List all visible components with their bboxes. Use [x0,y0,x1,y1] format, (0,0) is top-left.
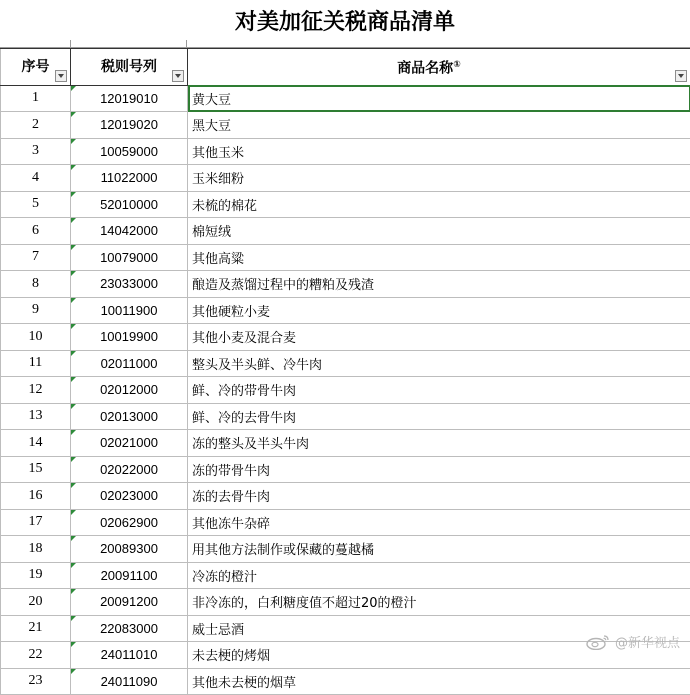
table-row[interactable] [1,668,690,695]
watermark [585,632,680,651]
row-index-cell[interactable]: 4 [1,165,71,192]
row-name-cell[interactable]: 其他玉米 [188,138,690,165]
row-code-cell[interactable]: 02011000 [71,350,188,377]
weibo-logo-icon [585,634,611,650]
spacer-cell [70,40,187,47]
column-header-label-wrap [188,49,690,85]
row-index-cell[interactable]: 15 [1,456,71,483]
row-index-cell[interactable]: 6 [1,218,71,245]
table-row[interactable] [1,324,690,351]
row-code-cell[interactable]: 02013000 [71,403,188,430]
row-code-cell[interactable]: 22083000 [71,615,188,642]
row-index-cell[interactable]: 5 [1,191,71,218]
row-code-cell[interactable]: 02062900 [71,509,188,536]
table-row[interactable] [1,377,690,404]
table-row[interactable] [1,165,690,192]
row-code-cell[interactable]: 24011010 [71,642,188,669]
footnote-marker: ① [453,60,461,70]
table-row[interactable] [1,403,690,430]
table-row[interactable] [1,112,690,139]
row-code-cell[interactable]: 02021000 [71,430,188,457]
row-name-cell[interactable]: 冻的去骨牛肉 [188,483,690,510]
row-index-cell[interactable]: 16 [1,483,71,510]
row-name-cell[interactable]: 威士忌酒 [188,615,690,642]
row-name-cell[interactable]: 冻的带骨牛肉 [188,456,690,483]
row-name-cell[interactable]: 鲜、冷的去骨牛肉 [188,403,690,430]
table-row[interactable] [1,509,690,536]
row-name-cell[interactable]: 整头及半头鲜、冷牛肉 [188,350,690,377]
table-row[interactable] [1,456,690,483]
row-index-cell[interactable]: 8 [1,271,71,298]
row-index-cell[interactable]: 22 [1,642,71,669]
table-row[interactable] [1,350,690,377]
row-code-cell[interactable]: 10011900 [71,297,188,324]
row-name-cell[interactable]: 黄大豆 [188,85,690,112]
row-index-cell[interactable]: 12 [1,377,71,404]
row-code-cell[interactable]: 23033000 [71,271,188,298]
row-code-cell[interactable]: 02022000 [71,456,188,483]
table-row[interactable] [1,562,690,589]
row-index-cell[interactable]: 14 [1,430,71,457]
row-code-cell[interactable]: 52010000 [71,191,188,218]
row-name-cell[interactable]: 鲜、冷的带骨牛肉 [188,377,690,404]
table-row[interactable] [1,244,690,271]
row-index-cell[interactable]: 11 [1,350,71,377]
row-name-cell[interactable]: 非冷冻的，白利糖度值不超过20的橙汁 [188,589,690,616]
table-row[interactable] [1,218,690,245]
row-code-cell[interactable]: 20089300 [71,536,188,563]
column-header-index [1,49,71,86]
column-header-label: 税则号列 [71,51,187,83]
row-index-cell[interactable]: 23 [1,668,71,695]
row-index-cell[interactable]: 3 [1,138,71,165]
row-name-cell[interactable]: 其他高粱 [188,244,690,271]
row-name-cell[interactable]: 黑大豆 [188,112,690,139]
spacer-cell [0,40,71,47]
row-code-cell[interactable]: 20091200 [71,589,188,616]
row-code-cell[interactable]: 11022000 [71,165,188,192]
table-row[interactable] [1,589,690,616]
row-index-cell[interactable]: 1 [1,85,71,112]
row-name-cell[interactable]: 其他硬粒小麦 [188,297,690,324]
row-name-cell[interactable]: 冻的整头及半头牛肉 [188,430,690,457]
row-index-cell[interactable]: 9 [1,297,71,324]
table-row[interactable] [1,536,690,563]
row-code-cell[interactable]: 14042000 [71,218,188,245]
row-name-cell[interactable]: 玉米细粉 [188,165,690,192]
table-row[interactable] [1,191,690,218]
row-name-cell[interactable]: 用其他方法制作或保藏的蔓越橘 [188,536,690,563]
row-code-cell[interactable]: 02023000 [71,483,188,510]
row-name-cell[interactable]: 冷冻的橙汁 [188,562,690,589]
table-row[interactable] [1,85,690,112]
row-code-cell[interactable]: 20091100 [71,562,188,589]
row-index-cell[interactable]: 18 [1,536,71,563]
table-row[interactable] [1,271,690,298]
header-row [1,49,690,86]
table-row[interactable] [1,430,690,457]
row-code-cell[interactable]: 02012000 [71,377,188,404]
row-code-cell[interactable]: 24011090 [71,668,188,695]
table-row[interactable] [1,138,690,165]
watermark-text: @新华视点 [615,632,680,651]
column-header-name [188,49,690,86]
row-index-cell[interactable]: 19 [1,562,71,589]
filter-dropdown-icon[interactable] [172,70,184,82]
row-name-cell[interactable]: 其他冻牛杂碎 [188,509,690,536]
filter-dropdown-icon[interactable] [55,70,67,82]
row-index-cell[interactable]: 21 [1,615,71,642]
column-header-label: 序号 [1,51,70,83]
row-index-cell[interactable]: 2 [1,112,71,139]
row-name-cell[interactable]: 其他小麦及混合麦 [188,324,690,351]
filter-dropdown-icon[interactable] [675,70,687,82]
row-code-cell[interactable]: 10079000 [71,244,188,271]
row-index-cell[interactable]: 13 [1,403,71,430]
row-name-cell[interactable]: 未梳的棉花 [188,191,690,218]
column-header-code [71,49,188,86]
row-code-cell[interactable]: 12019020 [71,112,188,139]
row-index-cell[interactable]: 7 [1,244,71,271]
sheet-title: 对美加征关税商品清单 [0,0,690,40]
column-header-label: 商品名称 [397,61,453,77]
row-index-cell[interactable]: 20 [1,589,71,616]
row-name-cell[interactable]: 棉短绒 [188,218,690,245]
row-name-cell[interactable]: 未去梗的烤烟 [188,642,690,669]
row-name-cell[interactable]: 酿造及蒸馏过程中的糟粕及残渣 [188,271,690,298]
table-row[interactable] [1,483,690,510]
row-index-cell[interactable]: 10 [1,324,71,351]
row-name-cell[interactable]: 其他未去梗的烟草 [188,668,690,695]
row-code-cell[interactable]: 12019010 [71,85,188,112]
row-code-cell[interactable]: 10019900 [71,324,188,351]
commodity-table [0,48,690,695]
spacer-row [0,40,690,48]
row-code-cell[interactable]: 10059000 [71,138,188,165]
table-row[interactable] [1,297,690,324]
row-index-cell[interactable]: 17 [1,509,71,536]
